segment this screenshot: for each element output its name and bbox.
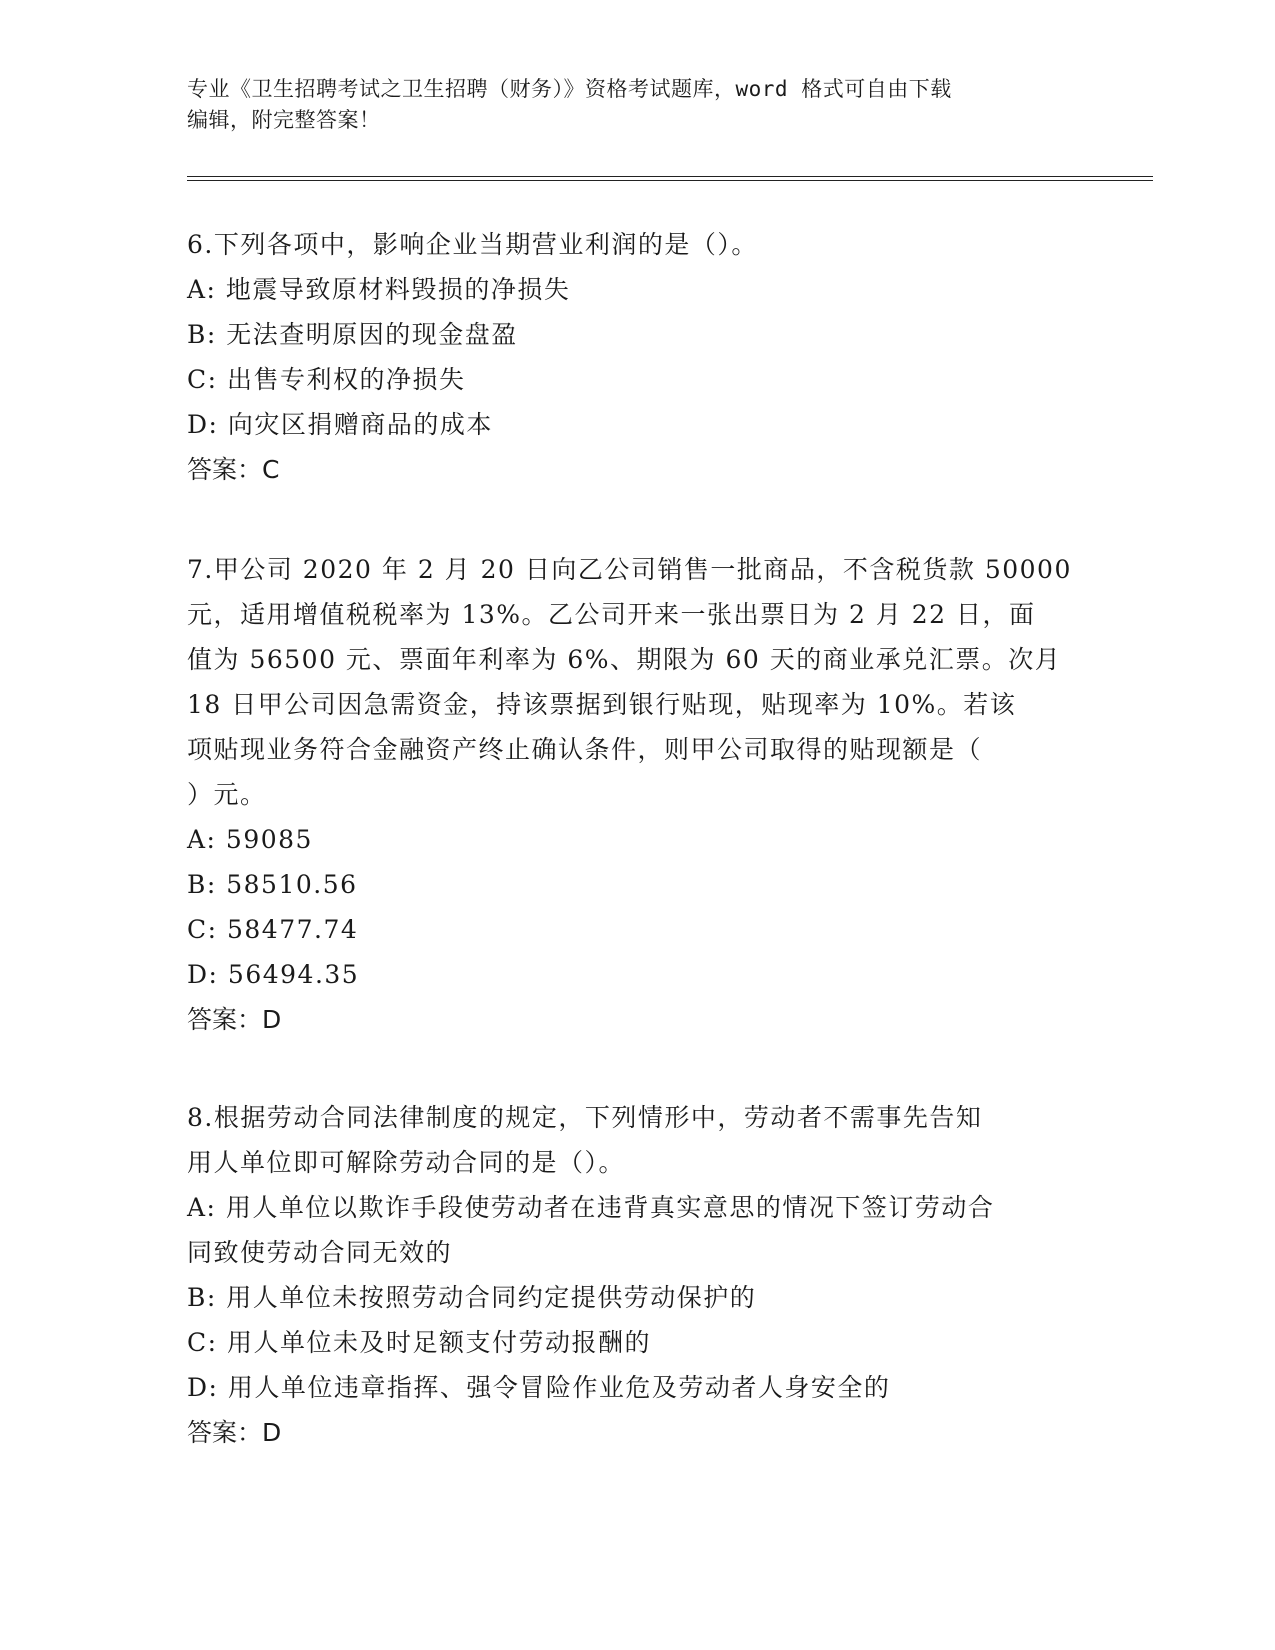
document-header [187,74,1067,136]
question-stem-line: 元，适用增值税税率为 13%。乙公司开来一张出票日为 2 月 22 日，面 [187,600,1036,629]
question-stem-line: 值为 56500 元、票面年利率为 6%、期限为 60 天的商业承兑汇票。次月 [187,645,1062,674]
question-stem-line: 8.根据劳动合同法律制度的规定，下列情形中，劳动者不需事先告知 [187,1103,983,1132]
answer-label: 答案：D [187,1418,282,1447]
option-b: B: 58510.56 [187,870,358,899]
question-stem-line: 项贴现业务符合金融资产终止确认条件，则甲公司取得的贴现额是（ [187,735,983,764]
question-8 [187,1095,1082,1455]
option-a-continued: 同致使劳动合同无效的 [187,1238,453,1267]
header-line-1: 专业《卫生招聘考试之卫生招聘（财务）》资格考试题库，word 格式可自由下载 [187,77,952,101]
answer-label: 答案：D [187,1005,282,1034]
option-d: D: 向灾区捐赠商品的成本 [187,410,493,439]
option-c: C: 58477.74 [187,915,359,944]
question-7 [187,547,1082,1042]
answer-label: 答案：C [187,455,280,484]
option-a: A: 地震导致原材料毁损的净损失 [187,275,571,304]
question-stem-line: 用人单位即可解除劳动合同的是（）。 [187,1148,626,1177]
option-b: B: 用人单位未按照劳动合同约定提供劳动保护的 [187,1283,757,1312]
question-stem-line: 6.下列各项中，影响企业当期营业利润的是（）。 [187,230,758,259]
header-line-2: 编辑，附完整答案！ [187,108,381,132]
question-stem-line: 18 日甲公司因急需资金，持该票据到银行贴现，贴现率为 10%。若该 [187,690,1017,719]
option-c: C: 用人单位未及时足额支付劳动报酬的 [187,1328,651,1357]
option-c: C: 出售专利权的净损失 [187,365,466,394]
option-a: A: 用人单位以欺诈手段使劳动者在违背真实意思的情况下签订劳动合 [187,1193,995,1222]
question-6 [187,222,1082,492]
question-stem-line: ）元。 [187,780,267,809]
option-d: D: 56494.35 [187,960,360,989]
option-d: D: 用人单位违章指挥、强令冒险作业危及劳动者人身安全的 [187,1373,891,1402]
option-a: A: 59085 [187,825,313,854]
option-b: B: 无法查明原因的现金盘盈 [187,320,518,349]
question-stem-line: 7.甲公司 2020 年 2 月 20 日向乙公司销售一批商品，不含税货款 50000 [187,555,1072,584]
header-divider [187,176,1153,181]
